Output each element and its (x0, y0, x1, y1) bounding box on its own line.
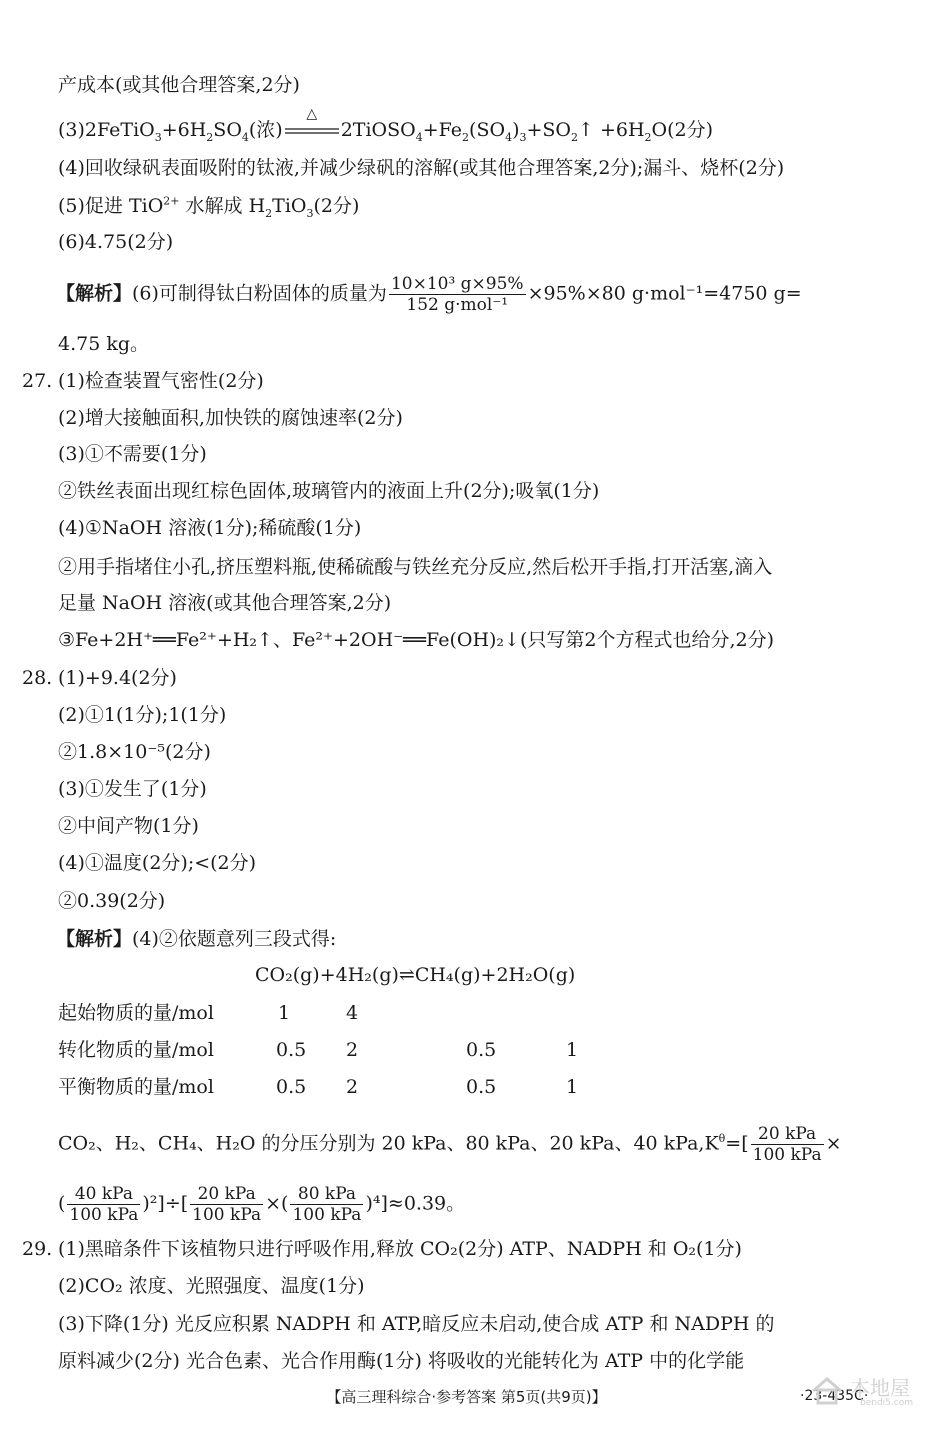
text: )²]÷[ (142, 1192, 189, 1215)
eq-part: +SO (526, 119, 571, 141)
equation-3 (58, 106, 714, 144)
row-change-v2: 2 (346, 1039, 359, 1061)
text: 水解成 H (179, 195, 266, 217)
text: )⁴]≈0.39。 (365, 1192, 466, 1215)
line-14: 足量 NaOH 溶液(或其他合理答案,2分) (58, 592, 392, 614)
page-code: ·23-435C· (800, 1388, 869, 1404)
sub: 3 (306, 206, 314, 220)
row-start-label: 起始物质的量/mol (58, 1002, 214, 1024)
line-24 (58, 1124, 842, 1165)
line-17: (2)①1(1分);1(1分) (58, 704, 227, 726)
row-change-label: 转化物质的量/mol (58, 1039, 214, 1061)
row-start-v1: 1 (278, 1002, 291, 1024)
page-footer: 【高三理科综合·参考答案 第5页(共9页)】 (326, 1388, 607, 1406)
row-start-v2: 4 (346, 1002, 359, 1024)
line-8: (1)检查装置气密性(2分) (58, 370, 264, 392)
line-29: 原料减少(2分) 光合色素、光合作用酶(1分) 将吸收的光能转化为 ATP 中的化学能 (58, 1350, 745, 1372)
text: (2分) (313, 195, 360, 217)
numerator: 80 kPa (290, 1184, 363, 1205)
analysis-label: 【解析】 (56, 928, 133, 950)
denominator: 100 kPa (752, 1145, 822, 1165)
line-21: (4)①温度(2分);<(2分) (58, 852, 257, 874)
analysis-label: 【解析】 (56, 282, 133, 305)
question-29-number: 29. (22, 1238, 53, 1260)
row-change-v3: 0.5 (466, 1039, 497, 1061)
fraction (389, 274, 526, 315)
sub: 4 (415, 130, 423, 144)
line-7: 4.75 kg。 (58, 333, 150, 355)
fraction (751, 1124, 824, 1165)
house-icon (810, 1376, 844, 1406)
line-13: ②用手指堵住小孔,挤压塑料瓶,使稀硫酸与铁丝充分反应,然后松开手指,打开活塞,滴入 (58, 556, 773, 578)
line-5: (6)4.75(2分) (58, 231, 174, 253)
text: × (825, 1132, 842, 1155)
heat-equals (283, 106, 341, 143)
sub: 2 (571, 130, 578, 144)
watermark-url: bendi5.com (860, 1398, 913, 1408)
eq-part: ) (512, 119, 520, 141)
line-15: ③Fe+2H⁺══Fe²⁺+H₂↑、Fe²⁺+2OH⁻══Fe(OH)₂↓(只写第2个方程式也给分,2分) (58, 629, 774, 651)
text: TiO (272, 195, 307, 217)
fraction (290, 1184, 363, 1225)
line-27: (2)CO₂ 浓度、光照强度、温度(1分) (58, 1275, 365, 1297)
text: ×95%×80 g·mol⁻¹=4750 g= (527, 282, 802, 305)
row-change-v1: 0.5 (276, 1039, 307, 1061)
numerator: 20 kPa (751, 1124, 824, 1145)
line-19: (3)①发生了(1分) (58, 778, 207, 800)
text: CO₂、H₂、CH₄、H₂O 的分压分别为 20 kPa、80 kPa、20 kPa、40 kPa,K (58, 1132, 719, 1155)
denominator: 100 kPa (192, 1205, 262, 1225)
line-1: 产成本(或其他合理答案,2分) (58, 74, 300, 96)
eq-part: 2TiOSO (340, 119, 416, 141)
sub: 4 (505, 130, 513, 144)
analysis-6 (56, 274, 802, 315)
sub: 3 (519, 130, 527, 144)
text: (5)促进 TiO (58, 195, 164, 217)
question-28-number: 28. (22, 667, 53, 689)
sub: 2 (644, 130, 652, 144)
denominator: 100 kPa (292, 1205, 362, 1225)
sub: 4 (241, 130, 249, 144)
line-25 (58, 1184, 465, 1225)
sub: 2 (265, 206, 273, 220)
row-eq-label: 平衡物质的量/mol (58, 1076, 214, 1098)
eq-part: +6H (161, 119, 207, 141)
line-28: (3)下降(1分) 光反应积累 NADPH 和 ATP,暗反应未启动,使合成 ATP 和 NADPH 的 (58, 1313, 775, 1335)
eq-part: +Fe (422, 119, 463, 141)
row-eq-v4: 1 (566, 1076, 579, 1098)
heat-symbol: △ (306, 106, 318, 122)
fraction (67, 1184, 140, 1225)
eq-part: (SO (469, 119, 506, 141)
eq-part: SO (213, 119, 242, 141)
fraction (190, 1184, 263, 1225)
sup: 2+ (163, 194, 180, 208)
row-eq-v1: 0.5 (276, 1076, 307, 1098)
line-11: ②铁丝表面出现红棕色固体,玻璃管内的液面上升(2分);吸氧(1分) (58, 480, 600, 502)
line-3: (4)回收绿矾表面吸附的钛液,并减少绿矾的溶解(或其他合理答案,2分);漏斗、烧杯(2分) (58, 157, 785, 179)
sub: 3 (154, 130, 162, 144)
eq-part: O(2分) (651, 119, 714, 141)
question-27-number: 27. (22, 370, 53, 392)
sub: 2 (206, 130, 214, 144)
numerator: 10×10³ g×95% (390, 274, 524, 294)
line-26: (1)黑暗条件下该植物只进行呼吸作用,释放 CO₂(2分) ATP、NADPH 和 O₂(1分) (58, 1238, 742, 1260)
eq-part: (浓) (248, 119, 283, 141)
line-22: ②0.39(2分) (58, 890, 166, 912)
text: ×( (265, 1192, 289, 1215)
line-9: (2)增大接触面积,加快铁的腐蚀速率(2分) (58, 407, 403, 429)
analysis-28 (56, 926, 336, 952)
row-change-v4: 1 (566, 1039, 579, 1061)
watermark-text: 本地屋 (850, 1376, 910, 1400)
sub: 2 (462, 130, 470, 144)
line-12: (4)①NaOH 溶液(1分);稀硫酸(1分) (58, 517, 362, 539)
eq-part: (3)2FeTiO (58, 119, 155, 141)
denominator: 152 g·mol⁻¹ (406, 295, 509, 315)
denominator: 100 kPa (69, 1205, 139, 1225)
reaction-equation: CO₂(g)+4H₂(g)⇌CH₄(g)+2H₂O(g) (255, 964, 576, 986)
line-16: (1)+9.4(2分) (58, 667, 177, 689)
text: (4)②依题意列三段式得: (132, 928, 337, 950)
line-18: ②1.8×10⁻⁵(2分) (58, 741, 211, 763)
text: ( (58, 1192, 66, 1215)
sup: θ (718, 1132, 726, 1146)
numerator: 40 kPa (67, 1184, 140, 1205)
row-eq-v2: 2 (346, 1076, 359, 1098)
row-eq-v3: 0.5 (466, 1076, 497, 1098)
eq-part: ↑ +6H (578, 119, 645, 141)
numerator: 20 kPa (190, 1184, 263, 1205)
text: =[ (725, 1132, 749, 1155)
line-20: ②中间产物(1分) (58, 815, 199, 837)
line-10: (3)①不需要(1分) (58, 443, 207, 465)
line-4 (58, 193, 359, 219)
text: (6)可制得钛白粉固体的质量为 (132, 282, 387, 305)
